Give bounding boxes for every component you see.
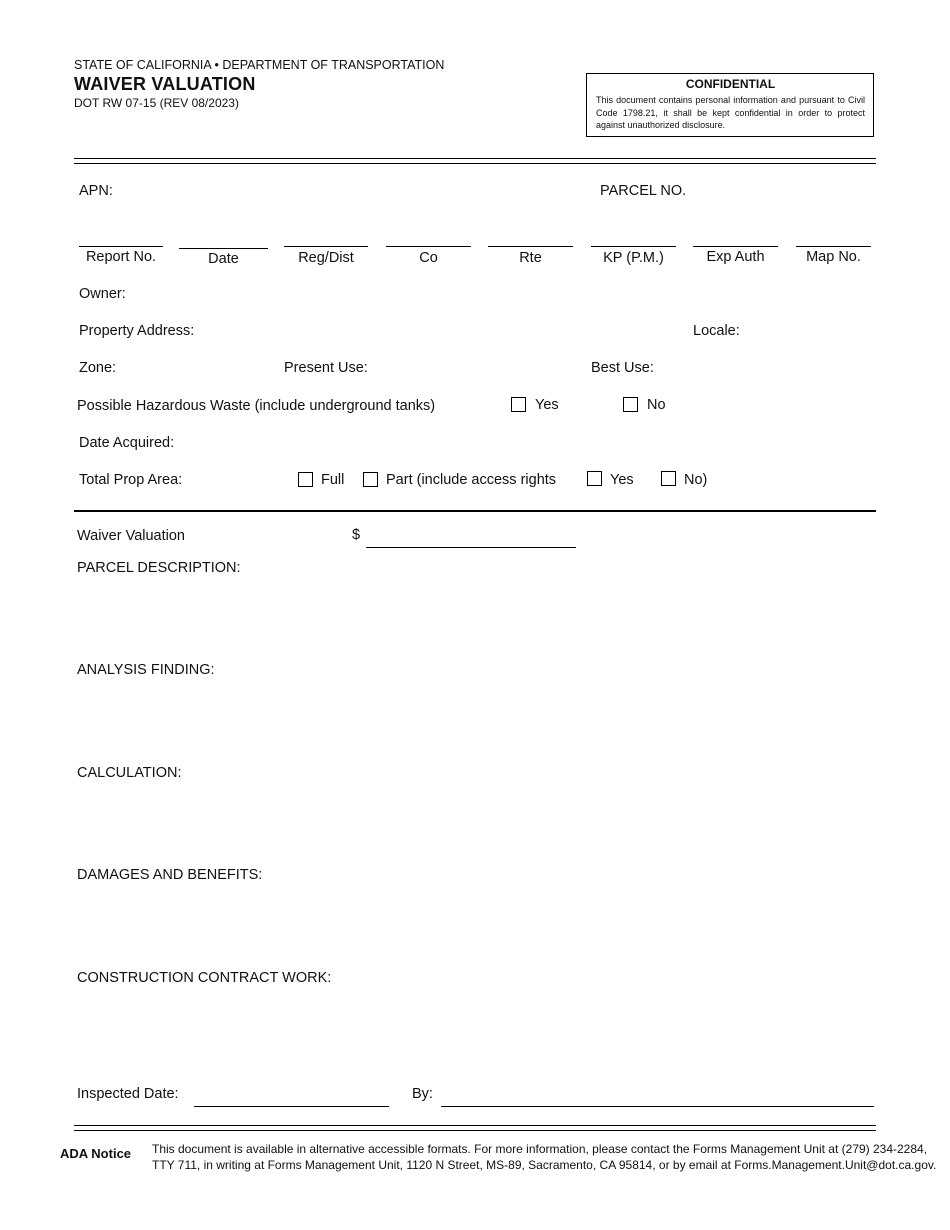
route-label: Rte — [519, 250, 542, 266]
best-use-label: Best Use: — [591, 360, 654, 376]
date-label: Date — [208, 251, 239, 267]
hazard-no-label: No — [647, 397, 666, 413]
reg-dist-label: Reg/Dist — [298, 250, 354, 266]
access-no-label: No) — [684, 472, 708, 488]
form-number: DOT RW 07-15 (REV 08/2023) — [74, 96, 239, 110]
report-no-field[interactable] — [79, 246, 163, 247]
header-divider-top — [74, 158, 876, 159]
construction-contract-work-heading: CONSTRUCTION CONTRACT WORK: — [77, 970, 332, 986]
header-divider-bottom — [74, 163, 876, 164]
ada-notice-line-1: This document is available in alternative accessible formats. For more information, please contact the Forms Management Unit at (279) 234-2284, — [152, 1142, 928, 1156]
full-checkbox[interactable] — [298, 472, 313, 487]
footer-divider-top — [74, 1125, 876, 1126]
kp-pm-label: KP (P.M.) — [603, 250, 664, 266]
parcel-description-heading: PARCEL DESCRIPTION: — [77, 560, 241, 576]
present-use-label: Present Use: — [284, 360, 368, 376]
by-field[interactable] — [441, 1106, 874, 1107]
access-yes-checkbox[interactable] — [587, 471, 602, 486]
route-field[interactable] — [488, 246, 573, 247]
confidential-title: CONFIDENTIAL — [685, 77, 776, 91]
by-label: By: — [412, 1086, 433, 1102]
confidential-notice-box — [586, 73, 874, 137]
access-no-checkbox[interactable] — [661, 471, 676, 486]
ada-notice-line-2: TTY 711, in writing at Forms Management Unit, 1120 N Street, MS-89, Sacramento, CA 95814, or by email at Forms.Management.Unit@dot.ca.gov. — [152, 1157, 937, 1172]
date-field[interactable] — [179, 248, 268, 249]
waiver-valuation-label: Waiver Valuation — [77, 528, 185, 544]
exp-auth-field[interactable] — [693, 246, 778, 247]
full-label: Full — [321, 472, 345, 488]
hazard-no-checkbox[interactable] — [623, 397, 638, 412]
confidential-text: This document contains personal information and pursuant to Civil Code 1798.21, it shall be kept confidential in order to protect against unauthorized disclosure. — [596, 95, 865, 130]
zone-label: Zone: — [79, 360, 117, 376]
hazard-yes-checkbox[interactable] — [511, 397, 526, 412]
map-no-field[interactable] — [796, 246, 871, 247]
property-address-label: Property Address: — [79, 323, 195, 339]
hazardous-waste-label: Possible Hazardous Waste (include underground tanks) — [77, 398, 436, 414]
reg-dist-field[interactable] — [284, 246, 368, 247]
apn-label: APN: — [79, 183, 113, 199]
waiver-valuation-amount-field[interactable] — [366, 547, 576, 548]
map-no-label: Map No. — [806, 249, 861, 265]
county-label: Co — [419, 250, 438, 266]
form-title: WAIVER VALUATION — [74, 74, 256, 94]
currency-symbol: $ — [352, 527, 361, 543]
ada-notice-label: ADA Notice — [60, 1146, 132, 1161]
inspected-date-label: Inspected Date: — [77, 1086, 179, 1102]
exp-auth-label: Exp Auth — [706, 249, 765, 265]
ada-notice-text — [152, 1142, 936, 1173]
county-field[interactable] — [386, 246, 471, 247]
footer-divider-bottom — [74, 1130, 876, 1131]
owner-label: Owner: — [79, 286, 126, 302]
kp-pm-field[interactable] — [591, 246, 676, 247]
agency-name: STATE OF CALIFORNIA • DEPARTMENT OF TRANSPORTATION — [74, 58, 445, 72]
analysis-finding-heading: ANALYSIS FINDING: — [77, 662, 215, 678]
hazard-yes-label: Yes — [535, 397, 559, 413]
total-prop-area-label: Total Prop Area: — [79, 472, 183, 488]
section-divider — [74, 510, 876, 512]
calculation-heading: CALCULATION: — [77, 765, 182, 781]
parcel-no-label: PARCEL NO. — [600, 183, 687, 199]
date-acquired-label: Date Acquired: — [79, 435, 175, 451]
locale-label: Locale: — [693, 323, 740, 339]
access-yes-label: Yes — [610, 472, 634, 488]
part-checkbox[interactable] — [363, 472, 378, 487]
inspected-date-field[interactable] — [194, 1106, 389, 1107]
damages-benefits-heading: DAMAGES AND BENEFITS: — [77, 867, 263, 883]
part-label: Part (include access rights — [386, 472, 557, 488]
report-no-label: Report No. — [85, 249, 157, 265]
